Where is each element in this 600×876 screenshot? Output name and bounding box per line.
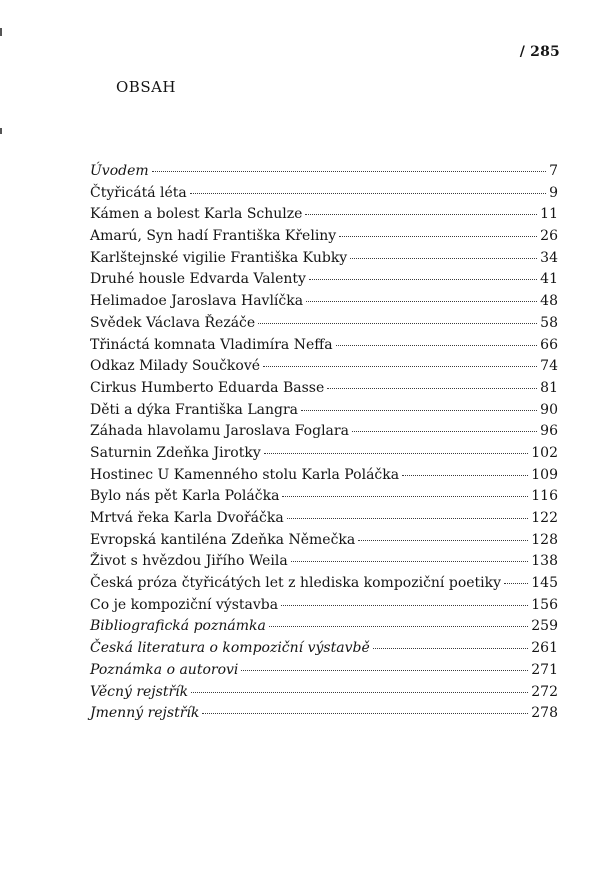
toc-entry [90,703,558,725]
toc-entry-title: Česká próza čtyřicátých let z hlediska kompoziční poetiky [90,575,502,592]
toc-entry [90,660,558,682]
toc-entry [90,335,558,357]
toc-entry-title: Bylo nás pět Karla Poláčka [90,488,280,505]
toc-entry [90,248,558,270]
toc-entry-page: 259 [531,618,558,635]
toc-entry-title: Bibliografická poznámka [90,618,266,635]
toc-entry-title: Záhada hlavolamu Jaroslava Foglara [90,423,349,440]
toc-dot-leader [264,452,529,454]
toc-dot-leader [282,495,528,497]
toc-dot-leader [402,474,528,476]
toc-entry-title: Poznámka o autorovi [90,661,239,678]
toc-dot-leader [281,604,528,606]
toc-dot-leader [358,539,528,541]
toc-entry-page: 156 [531,596,558,613]
toc-entry-page: 9 [549,184,558,201]
toc-dot-leader [336,344,538,346]
toc-entry [90,486,558,508]
toc-entry-title: Co je kompoziční výstavba [90,596,279,613]
toc-dot-leader [152,170,546,172]
toc-dot-leader [352,430,537,432]
toc-entry-title: Druhé housle Edvarda Valenty [90,271,306,288]
toc-entry-title: Život s hvězdou Jiřího Weila [90,553,288,570]
toc-entry-page: 109 [531,466,558,483]
toc-entry-page: 7 [549,163,558,179]
toc-entry-page: 74 [540,358,558,375]
toc-entry-title: Helimadoe Jaroslava Havlíčka [90,293,304,310]
toc-dot-leader [191,691,528,693]
toc-entry [90,204,558,226]
toc-dot-leader [291,560,529,562]
toc-entry [90,313,558,335]
page-number: / 285 [519,44,560,60]
toc-entry-title: Hostinec U Kamenného stolu Karla Poláčka [90,466,400,483]
toc-entry-page: 122 [531,510,558,526]
toc-entry-page: 48 [540,293,558,310]
toc-entry-title: Čtyřicátá léta [90,184,187,201]
toc-entry [90,226,558,248]
toc-entry-page: 145 [531,575,558,592]
toc-entry [90,183,558,205]
toc-entry-page: 271 [531,661,558,678]
toc-entry-title: Kámen a bolest Karla Schulze [90,206,303,223]
toc-entry [90,508,558,530]
toc-entry-page: 66 [540,336,558,353]
toc-entry [90,530,558,552]
toc-entry [90,161,558,183]
toc-dot-leader [269,625,528,627]
toc-entry-page: 34 [540,249,558,266]
toc-dot-leader [202,712,528,714]
toc-entry [90,269,558,291]
toc-dot-leader [327,387,537,389]
toc-entry-title: Cirkus Humberto Eduarda Basse [90,379,325,396]
toc-entry [90,551,558,573]
toc-entry-page: 138 [531,553,558,570]
toc-entry [90,595,558,617]
toc-dot-leader [258,322,537,324]
toc-entry-title: Odkaz Milady Součkové [90,358,261,375]
toc-entry-page: 278 [531,705,558,722]
toc-entry-page: 116 [531,488,558,505]
toc-dot-leader [306,300,537,302]
toc-entry-title: Amarú, Syn hadí Františka Křeliny [90,228,337,245]
toc-dot-leader [305,213,537,215]
toc-entry-title: Třináctá komnata Vladimíra Neffa [90,336,333,353]
toc-dot-leader [241,669,528,671]
toc-entry-page: 272 [531,683,558,700]
toc-entry [90,421,558,443]
toc-entry [90,638,558,660]
scan-edge-mark [0,128,2,134]
toc-entry-page: 261 [531,640,558,657]
page-heading: OBSAH [116,78,177,96]
toc-entry-title: Svědek Václava Řezáče [90,314,256,331]
toc-entry-page: 11 [540,206,558,223]
toc-entry-title: Úvodem [90,163,149,179]
toc-dot-leader [190,192,546,194]
toc-entry-title: Česká literatura o kompoziční výstavbě [90,640,370,657]
toc-entry-page: 58 [540,314,558,331]
toc-entry-page: 128 [531,531,558,548]
toc-dot-leader [504,582,528,584]
toc-entry-title: Věcný rejstřík [90,683,189,700]
toc-dot-leader [350,257,537,259]
toc-entry-title: Karlštejnské vigilie Františka Kubky [90,249,348,266]
toc-entry [90,400,558,422]
toc-entry [90,682,558,704]
toc-entry [90,573,558,595]
toc-entry-page: 81 [540,379,558,396]
toc-entry-page: 41 [540,271,558,288]
toc-entry-page: 102 [531,444,558,461]
toc-entry-page: 26 [540,228,558,245]
toc-entry [90,443,558,465]
scan-edge-mark [0,28,2,36]
toc-dot-leader [263,365,537,367]
toc-dot-leader [373,647,529,649]
toc-entry [90,356,558,378]
toc-entry [90,465,558,487]
toc-dot-leader [309,278,537,280]
toc-entry-page: 96 [540,423,558,440]
toc-entry [90,616,558,638]
toc-entry [90,291,558,313]
toc-entry-title: Jmenný rejstřík [90,705,200,722]
toc-entry-page: 90 [540,401,558,418]
toc-dot-leader [339,235,537,237]
toc-dot-leader [301,409,537,411]
toc-entry-title: Mrtvá řeka Karla Dvořáčka [90,510,284,526]
toc-entry-title: Děti a dýka Františka Langra [90,401,299,418]
toc-entry-title: Evropská kantiléna Zdeňka Němečka [90,531,356,548]
table-of-contents [90,161,558,725]
toc-entry-title: Saturnin Zdeňka Jirotky [90,444,261,461]
toc-dot-leader [287,517,529,519]
toc-entry [90,378,558,400]
